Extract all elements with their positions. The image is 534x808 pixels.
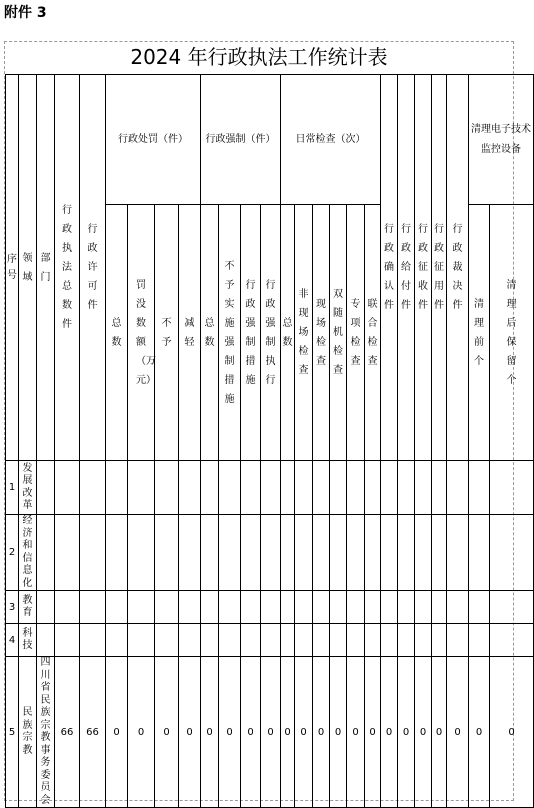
table-row xyxy=(6,591,534,624)
table-cell xyxy=(447,624,469,657)
row-field: 发展改革 xyxy=(19,461,37,515)
table-cell: 0 xyxy=(469,657,490,808)
col-header-inspect-random: 双随机检查 xyxy=(330,205,347,461)
col-header-penalty-amount: 罚没数额（万元） xyxy=(128,205,155,461)
table-cell xyxy=(55,591,80,624)
table-row xyxy=(6,515,534,591)
table-cell xyxy=(281,591,295,624)
table-cell xyxy=(261,624,281,657)
col-header-pay: 行政给付件 xyxy=(398,75,415,461)
table-cell xyxy=(128,461,155,515)
table-cell xyxy=(281,515,295,591)
table-cell xyxy=(106,461,128,515)
row-index: 5 xyxy=(6,657,19,808)
table-cell xyxy=(241,624,261,657)
table-cell xyxy=(155,515,179,591)
table-cell xyxy=(201,591,219,624)
table-cell: 0 xyxy=(347,657,365,808)
col-header-license: 行政许可件 xyxy=(80,75,106,461)
table-cell xyxy=(415,461,432,515)
table-cell: 0 xyxy=(241,657,261,808)
statistics-table xyxy=(5,74,534,808)
attachment-label: 附件 3 xyxy=(4,5,47,21)
table-cell xyxy=(281,624,295,657)
table-cell xyxy=(490,461,534,515)
col-header-dept: 部门 xyxy=(37,75,55,461)
col-header-field: 领域 xyxy=(19,75,37,461)
page-title: 2024 年行政执法工作统计表 xyxy=(130,45,388,69)
table-cell xyxy=(330,624,347,657)
table-cell: 0 xyxy=(365,657,381,808)
table-cell xyxy=(179,591,201,624)
col-header-penalty-reduce: 减轻 xyxy=(179,205,201,461)
table-cell xyxy=(219,624,241,657)
table-cell: 0 xyxy=(179,657,201,808)
table-cell xyxy=(447,591,469,624)
table-cell xyxy=(219,461,241,515)
table-cell xyxy=(55,461,80,515)
table-cell xyxy=(241,591,261,624)
table-cell: 0 xyxy=(261,657,281,808)
row-dept: 四川省民族宗教事务委员会 xyxy=(37,657,55,808)
table-cell xyxy=(55,624,80,657)
table-cell xyxy=(490,591,534,624)
table-cell: 0 xyxy=(155,657,179,808)
col-header-monitor-after: 清理后保留个 xyxy=(490,205,534,461)
table-row xyxy=(6,461,534,515)
table-cell xyxy=(330,515,347,591)
col-header-total-cases: 行政执法总数件 xyxy=(55,75,80,461)
table-cell xyxy=(447,515,469,591)
table-cell xyxy=(347,515,365,591)
table-cell xyxy=(365,515,381,591)
table-cell xyxy=(365,591,381,624)
col-header-index: 序号 xyxy=(6,75,19,461)
row-field: 经济和信息化 xyxy=(19,515,37,591)
table-cell xyxy=(155,461,179,515)
table-cell xyxy=(347,461,365,515)
table-cell xyxy=(347,591,365,624)
col-header-coercion-exec: 行政强制执行 xyxy=(261,205,281,461)
table-cell xyxy=(398,515,415,591)
col-header-ruling: 行政裁决件 xyxy=(447,75,469,461)
table-cell xyxy=(201,515,219,591)
col-header-requisition: 行政征用件 xyxy=(432,75,447,461)
table-cell xyxy=(313,591,330,624)
col-header-inspect-special: 专项检查 xyxy=(347,205,365,461)
table-cell xyxy=(381,624,398,657)
table-cell: 0 xyxy=(432,657,447,808)
table-cell xyxy=(281,461,295,515)
table-cell xyxy=(469,515,490,591)
table-cell xyxy=(201,624,219,657)
table-cell xyxy=(80,461,106,515)
table-cell xyxy=(330,461,347,515)
group-header-inspection: 日常检查（次） xyxy=(281,75,381,205)
table-cell xyxy=(447,461,469,515)
table-cell xyxy=(179,515,201,591)
table-cell xyxy=(381,461,398,515)
table-cell xyxy=(261,591,281,624)
table-cell xyxy=(398,461,415,515)
table-cell xyxy=(432,461,447,515)
table-cell xyxy=(415,515,432,591)
col-header-coercion-not: 不予实施强制措施 xyxy=(219,205,241,461)
table-cell xyxy=(179,461,201,515)
table-cell xyxy=(80,624,106,657)
table-cell: 0 xyxy=(490,657,534,808)
row-dept xyxy=(37,624,55,657)
table-cell xyxy=(241,461,261,515)
table-cell xyxy=(313,624,330,657)
table-cell xyxy=(80,591,106,624)
table-cell xyxy=(398,591,415,624)
table-cell xyxy=(219,515,241,591)
table-cell xyxy=(469,591,490,624)
col-header-inspect-total: 总数 xyxy=(281,205,295,461)
table-cell xyxy=(295,591,313,624)
table-cell: 0 xyxy=(106,657,128,808)
table-cell xyxy=(381,591,398,624)
table-cell xyxy=(219,591,241,624)
table-cell xyxy=(128,591,155,624)
col-header-inspect-joint: 联合检查 xyxy=(365,205,381,461)
col-header-coercion-total: 总数 xyxy=(201,205,219,461)
table-cell: 0 xyxy=(201,657,219,808)
table-cell xyxy=(415,624,432,657)
group-header-coercion: 行政强制（件） xyxy=(201,75,281,205)
table-row xyxy=(6,624,534,657)
table-cell xyxy=(295,461,313,515)
col-header-coercion-measure: 行政强制措施 xyxy=(241,205,261,461)
col-header-levy: 行政征收件 xyxy=(415,75,432,461)
table-cell xyxy=(381,515,398,591)
table-cell xyxy=(490,624,534,657)
row-index: 3 xyxy=(6,591,19,624)
table-cell: 0 xyxy=(447,657,469,808)
col-header-inspect-onsite: 现场检查 xyxy=(313,205,330,461)
table-cell: 0 xyxy=(381,657,398,808)
row-dept xyxy=(37,515,55,591)
col-header-confirm: 行政确认件 xyxy=(381,75,398,461)
table-cell xyxy=(201,461,219,515)
table-cell xyxy=(106,624,128,657)
row-dept xyxy=(37,461,55,515)
table-cell: 0 xyxy=(415,657,432,808)
group-header-penalty: 行政处罚（件） xyxy=(106,75,201,205)
table-cell: 0 xyxy=(313,657,330,808)
table-cell xyxy=(432,624,447,657)
table-cell xyxy=(261,461,281,515)
table-cell xyxy=(313,515,330,591)
table-cell xyxy=(261,515,281,591)
table-cell: 0 xyxy=(330,657,347,808)
table-cell xyxy=(128,624,155,657)
table-cell xyxy=(347,624,365,657)
table-cell xyxy=(490,515,534,591)
table-cell xyxy=(55,515,80,591)
table-cell xyxy=(330,591,347,624)
table-cell xyxy=(313,461,330,515)
group-header-monitor: 清理电子技术监控设备 xyxy=(469,75,534,205)
table-cell xyxy=(179,624,201,657)
row-index: 4 xyxy=(6,624,19,657)
table-cell xyxy=(106,591,128,624)
table-cell xyxy=(415,591,432,624)
col-header-monitor-before: 清理前个 xyxy=(469,205,490,461)
table-cell: 66 xyxy=(80,657,106,808)
table-cell xyxy=(80,515,106,591)
row-field: 教育 xyxy=(19,591,37,624)
table-cell: 0 xyxy=(281,657,295,808)
table-cell xyxy=(398,624,415,657)
row-field: 科技 xyxy=(19,624,37,657)
table-cell xyxy=(432,515,447,591)
table-cell xyxy=(365,624,381,657)
table-cell xyxy=(241,515,261,591)
table-cell xyxy=(155,591,179,624)
table-cell xyxy=(295,624,313,657)
table-cell: 66 xyxy=(55,657,80,808)
row-index: 2 xyxy=(6,515,19,591)
col-header-penalty-total: 总数 xyxy=(106,205,128,461)
table-cell xyxy=(432,591,447,624)
table-cell xyxy=(106,515,128,591)
table-cell xyxy=(295,515,313,591)
table-row xyxy=(6,657,534,808)
table-cell: 0 xyxy=(128,657,155,808)
col-header-inspect-offsite: 非现场检查 xyxy=(295,205,313,461)
table-cell xyxy=(155,624,179,657)
table-cell xyxy=(128,515,155,591)
row-dept xyxy=(37,591,55,624)
table-cell xyxy=(469,461,490,515)
table-cell: 0 xyxy=(295,657,313,808)
col-header-penalty-none: 不予 xyxy=(155,205,179,461)
table-cell xyxy=(469,624,490,657)
row-field: 民族宗教 xyxy=(19,657,37,808)
table-cell: 0 xyxy=(398,657,415,808)
table-cell: 0 xyxy=(219,657,241,808)
table-cell xyxy=(365,461,381,515)
row-index: 1 xyxy=(6,461,19,515)
